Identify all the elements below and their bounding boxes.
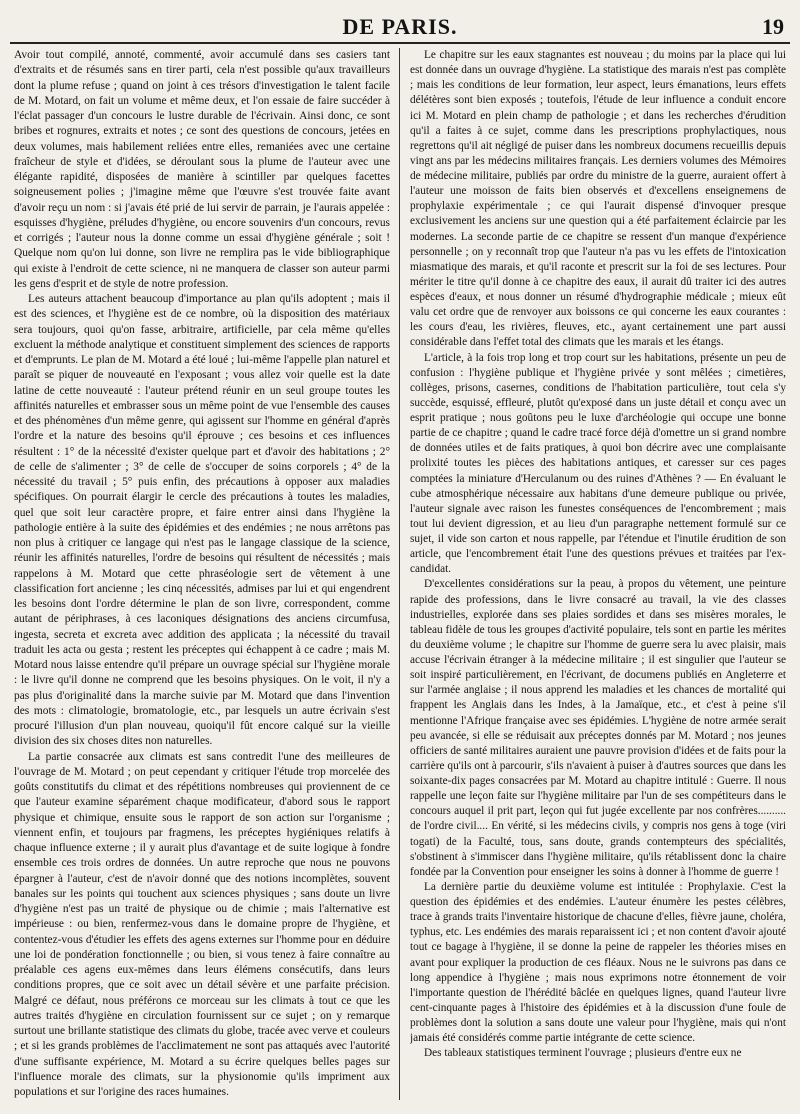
page-number: 19 [762,14,784,39]
page-title: DE PARIS. [342,14,458,39]
paragraph: D'excellentes considérations sur la peau, à propos du vêtement, une peinture rapide des professions, dans le livre consacré au travail, la vie des classes industrielles, explorée dans ses plaies sordides et dans ses misères morales, le tableau fidèle de tous les groupes d'activité populaire, tels sont en partie les mérites du deuxième volume ; le chapitre sur l'homme de guerre sera lu avec plaisir, mais accuse l'écrivain étranger à la médecine militaire ; il est singulier que l'auteur se soit inspiré particulièrement, en l'écrivant, de documens publiés en Angleterre et sur l'armée anglaise ; il nous apprend les maladies et les chances de mortalité qui frappent les Anglais dans les Indes, à la Jamaïque, etc., et c'est à peine s'il mentionne l'Afrique française avec ses épidémies. L'hygiène de notre armée serait peu avancée, si elle se réduisait aux préceptes donnés par M. Motard ; nos jeunes officiers de santé militaires auraient une pauvre provision d'idées et de faits pour la carrière qu'ils ont à parcourir, s'ils n'avaient à puiser à d'autres sources que dans les soixante-dix pages consacrées par M. Motard au chapitre intitulé : Guerre. Il nous rappelle une leçon faite sur l'hygiène militaire par l'un de ses compétiteurs dans le concours auquel il prit part, leçon qui fut jugée excellente par nos confrères.......... de l'ordre civil.... En vérité, si les médecins civils, y compris nos gens à toge (viri togati) de la Faculté, tous, sans doute, grands contempteurs des spécialités, s'obstinent à s'immiscer dans l'hygiène militaire, qu'ils rétablissent donc la chaire fondée par la Convention pour enseigner les soins à donner à l'homme de guerre ! [410,578,786,878]
column-divider [399,48,400,1100]
paragraph: La partie consacrée aux climats est sans contredit l'une des meilleures de l'ouvrage de M. Motard ; on peut cependant y critiquer l'étude trop morcelée des goûts constitutifs du climat et des répétitions nombreuses qui proviennent de ce que l'auteur examine séparément chaque modificateur, d'abord sous le rapport physique et chimique, ensuite sous le rapport de son action sur l'organisme ; viennent enfin, et toujours par fragmens, les préceptes hygiéniques relatifs à chaque influence externe ; il y aurait plus d'avantage et de suite logique à fondre ensemble ces trois ordres de données. Un autre reproche que nous ne pouvons épargner à l'auteur, c'est de n'avoir donné que des notions incomplètes, souvent banales sur les points qui touchent aux sciences physiques ; sans doute un livre d'hygiène n'est pas un traité de physique ou de chimie ; mais l'alternative est impérieuse : ou bien, renfermez-vous dans le domaine propre de l'hygiène, et contentez-vous d'étudier les effets des agens externes sur l'homme pour en déduire une loi de pondération fonctionnelle ; ou bien, si vous tenez à faire connaître au préalable ces agens eux-mêmes dans leurs élémens consécutifs, dans leurs conditions propres, que ce soit avec un détail sévère et une parfaite précision. Malgré ce défaut, nous préférons ce morceau sur les climats à tout ce que les autres traités d'hygiène en circulation fournissent sur ce sujet ; on y remarque surtout une brillante statistique des climats du globe, tracée avec verve et couleurs ; et si les grands problèmes de l'acclimatement ne sont pas attaqués avec l'autorité d'une suffisante expérience, M. Motard a su écrire quelques belles pages sur l'influence morale des climats, sur la physionomie qu'ils impriment aux populations et sur l'origine des races humaines. [14,750,390,1098]
right-column [410,48,786,1100]
paragraph: Avoir tout compilé, annoté, commenté, avoir accumulé dans ses casiers tant d'extraits et de résumés sans en tirer parti, cela n'est possible qu'aux travailleurs dont la plume refuse ; quand on joint à ces trésors d'investigation le talent facile de M. Motard, on fait un volume et même deux, et l'on essaie de faire succéder à l'éclat passager d'un concours le lustre durable de l'écrivain. Ainsi donc, ce sont bribes et rognures, extraits et notes ; ce sont des questions de concours, jetées en deux volumes, mais habilement reliées entre elles, remaniées avec une certaine fraîcheur de style et d'idées, se déroulant sous la plume de l'auteur avec une élégante rapidité, disposées de manière à scintiller par quelques facettes soigneusement polies ; j'imagine même que l'œuvre s'est trouvée faite avant d'avoir reçu un nom : si j'avais été prié de lui servir de parrain, je l'aurais appelée : esquisses d'hygiène, préludes d'hygiène, ou encore souvenirs d'un concours, revus et corrigés ; l'auteur nous la donne comme un essai d'hygiène générale ; soit ! Quelque nom qu'on lui donne, son livre ne remplira pas le vide bibliographique qui existe à l'endroit de cette science, ni ne manquera de classer son auteur parmi les gens d'esprit et de style de notre profession. [14,49,390,290]
paragraph: Le chapitre sur les eaux stagnantes est nouveau ; du moins par la place qui lui est donnée dans un ouvrage d'hygiène. La statistique des marais n'est pas complète ; mais les conditions de leur formation, leur aspect, leurs émanations, leurs effets délétères sont bien exposés ; toutefois, l'étude de leur influence a conduit encore ici M. Motard en plein champ de pathologie ; et dans les recherches d'érudition qu'il a faites à ce sujet, comme dans les prescriptions prophylactiques, nous regrettons qu'il ait négligé de puiser dans les nombreux documens recueillis depuis vingt ans par les médecins militaires français. Les derniers volumes des Mémoires de médecine militaire, publiés par ordre du ministre de la guerre, auraient offert à l'auteur une moisson de faits bien observés et d'excellens enseignemens de prophylaxie expérimentale ; ce qui l'aurait dispensé d'invoquer presque exclusivement les anciens sur une question qui a été parfaitement éclaircie par les modernes. La seconde partie de ce chapitre se ressent d'un manque d'expérience personnelle ; on y reconnaît trop que l'auteur n'a pas vu les effets de l'intoxication miasmatique des marais, et qu'il raconte et prescrit sur la foi de ses lectures. Pour mériter le titre qu'il donne à ce chapitre des eaux, il aurait dû traiter ici des autres espèces d'eaux, et nous donner un résumé d'hydrographie médicale ; mieux eût valu cet ordre que de renvoyer aux boissons ce qui concerne les eaux courantes : les cours d'eau, les rivières, fleuves, etc., ayant certainement une part aussi considérable dans l'effet total des climats que les marais et les étangs. [410,49,786,349]
left-column [14,48,390,1100]
paragraph: Des tableaux statistiques terminent l'ouvrage ; plusieurs d'entre eux ne [424,1047,742,1060]
paragraph: L'article, à la fois trop long et trop court sur les habitations, présente un peu de confusion : l'hygiène publique et l'hygiène privée y sont mêlées ; cimetières, collèges, prisons, casernes, conditions de l'habitation particulière, tout cela s'y succède, esquissé, effleuré, plutôt qu'exposé dans un juste détail et conçu avec un esprit pratique ; nous goûtons peu le luxe d'archéologie qui occupe une bonne partie de ce chapitre ; quand le cadre tracé force déjà d'omettre un si grand nombre de données utiles et de faits pratiques, à quoi bon décrire avec une complaisante prolixité toutes les pièces des habitations antiques, et caresser sur ces pages comptées la miniature d'Herculanum ou des ruines d'Athènes ? — En évaluant le cube atmosphérique nécessaire aux habitans d'une demeure publique ou privée, l'auteur signale avec raison les funestes conséquences de l'encombrement ; mais tout lui devient digression, et au lieu d'un paragraphe nettement formulé sur ce sujet, il vide son carton et nous rappelle, par l'étendue et l'inutile érudition de son article, que l'encombrement était l'une des questions prévues et traitées par l'ex-candidat. [410,351,786,576]
paragraph: Les auteurs attachent beaucoup d'importance au plan qu'ils adoptent ; mais il est des sciences, et l'hygiène est de ce nombre, où la disposition des matériaux sera toujours, quoi qu'on fasse, arbitraire, artificielle, par cela même qu'elles excluent la méthode analytique et constituent simplement des sciences de rapports et d'emprunts. Le plan de M. Motard a été loué ; lui-même l'appelle plan naturel et paraît se piquer de nouveauté en l'exposant ; vous allez voir quelle est la date latine de cette nouveauté : l'auteur prétend réunir en un seul groupe toutes les affinités naturelles et embrasser sous un même point de vue l'ensemble des causes et des phénomènes d'un même genre, qui agissent sur l'homme en général d'après l'ordre et la nature des besoins qu'il éprouve ; ces besoins et ces influences résultent : 1° de la nécessité d'exister quelque part et d'avoir des habitations ; 2° de celle de s'alimenter ; 3° de celle de s'occuper de soins corporels ; 4° de la nécessité du travail ; 5° puis enfin, des précautions à opposer aux maladies spécifiques. On pourrait élargir le cercle des précautions à toutes les maladies, quel que soit leur caractère propre, et faire entrer ainsi dans l'hygiène la pathologie entière à la suite des épidémies et des endémies ; ne nous arrêtons pas non plus à critiquer ce langage qui n'est pas le langage classique de la science, réunir les affinités naturelles, l'ordre de besoins qui résultent de nécessités ; mais rappelons à M. Motard que cette phraséologie sert de vêtement à une classification fort ancienne ; les cinq nécessités, admises par lui et qui engendrent les besoins dont l'ordre détermine le plan de son livre, correspondent, comme autant de périphrases, à ces laconiques désignations des anciens circumfusa, ingesta, secreta et excreta avec addition des applicata ; la nécessité du travail traduit les acta ou gesta ; restent les préceptes qui échappent à ce cadre ; mais M. Motard nous laisse entendre qu'il prépare un ouvrage spécial sur l'hygiène morale : le livre qu'il donne ne comprend que les besoins physiques. On le voit, il n'y a pas plus d'originalité dans la marche suivie par M. Motard que dans l'invention des mots : climatologie, bromatologie, etc., par lesquels un autre écrivain s'est procuré l'illusion d'un plan nouveau, quoiqu'il fût encore calqué sur la vieille division des six choses dites non naturelles. [14,293,390,748]
page-header [10,12,790,44]
paragraph: La dernière partie du deuxième volume est intitulée : Prophylaxie. C'est la question des épidémies et des endémies. L'auteur énumère les pestes célèbres, trace à grands traits l'inventaire historique de chacune d'elles, fièvre jaune, choléra, typhus, etc. Les endémies des marais reparaissent ici ; et non content d'avoir ajouté tout ce bagage à l'hygiène, il se donne la peine de rappeler les théories mises en avant pour expliquer la production de ces fléaux. Nous ne le suivrons pas dans ce long appendice à l'hygiène ; mais nous exprimons notre étonnement de voir l'importante question de l'hérédité bâclée en quelques lignes, quand l'auteur livre cent-cinquante pages à l'histoire des épidémies et à la discussion d'une foule de problèmes dont la solution a sans doute une valeur pour l'hygiène, mais qui n'ont jamais été considérés comme partie intégrante de cette science. [410,880,786,1045]
